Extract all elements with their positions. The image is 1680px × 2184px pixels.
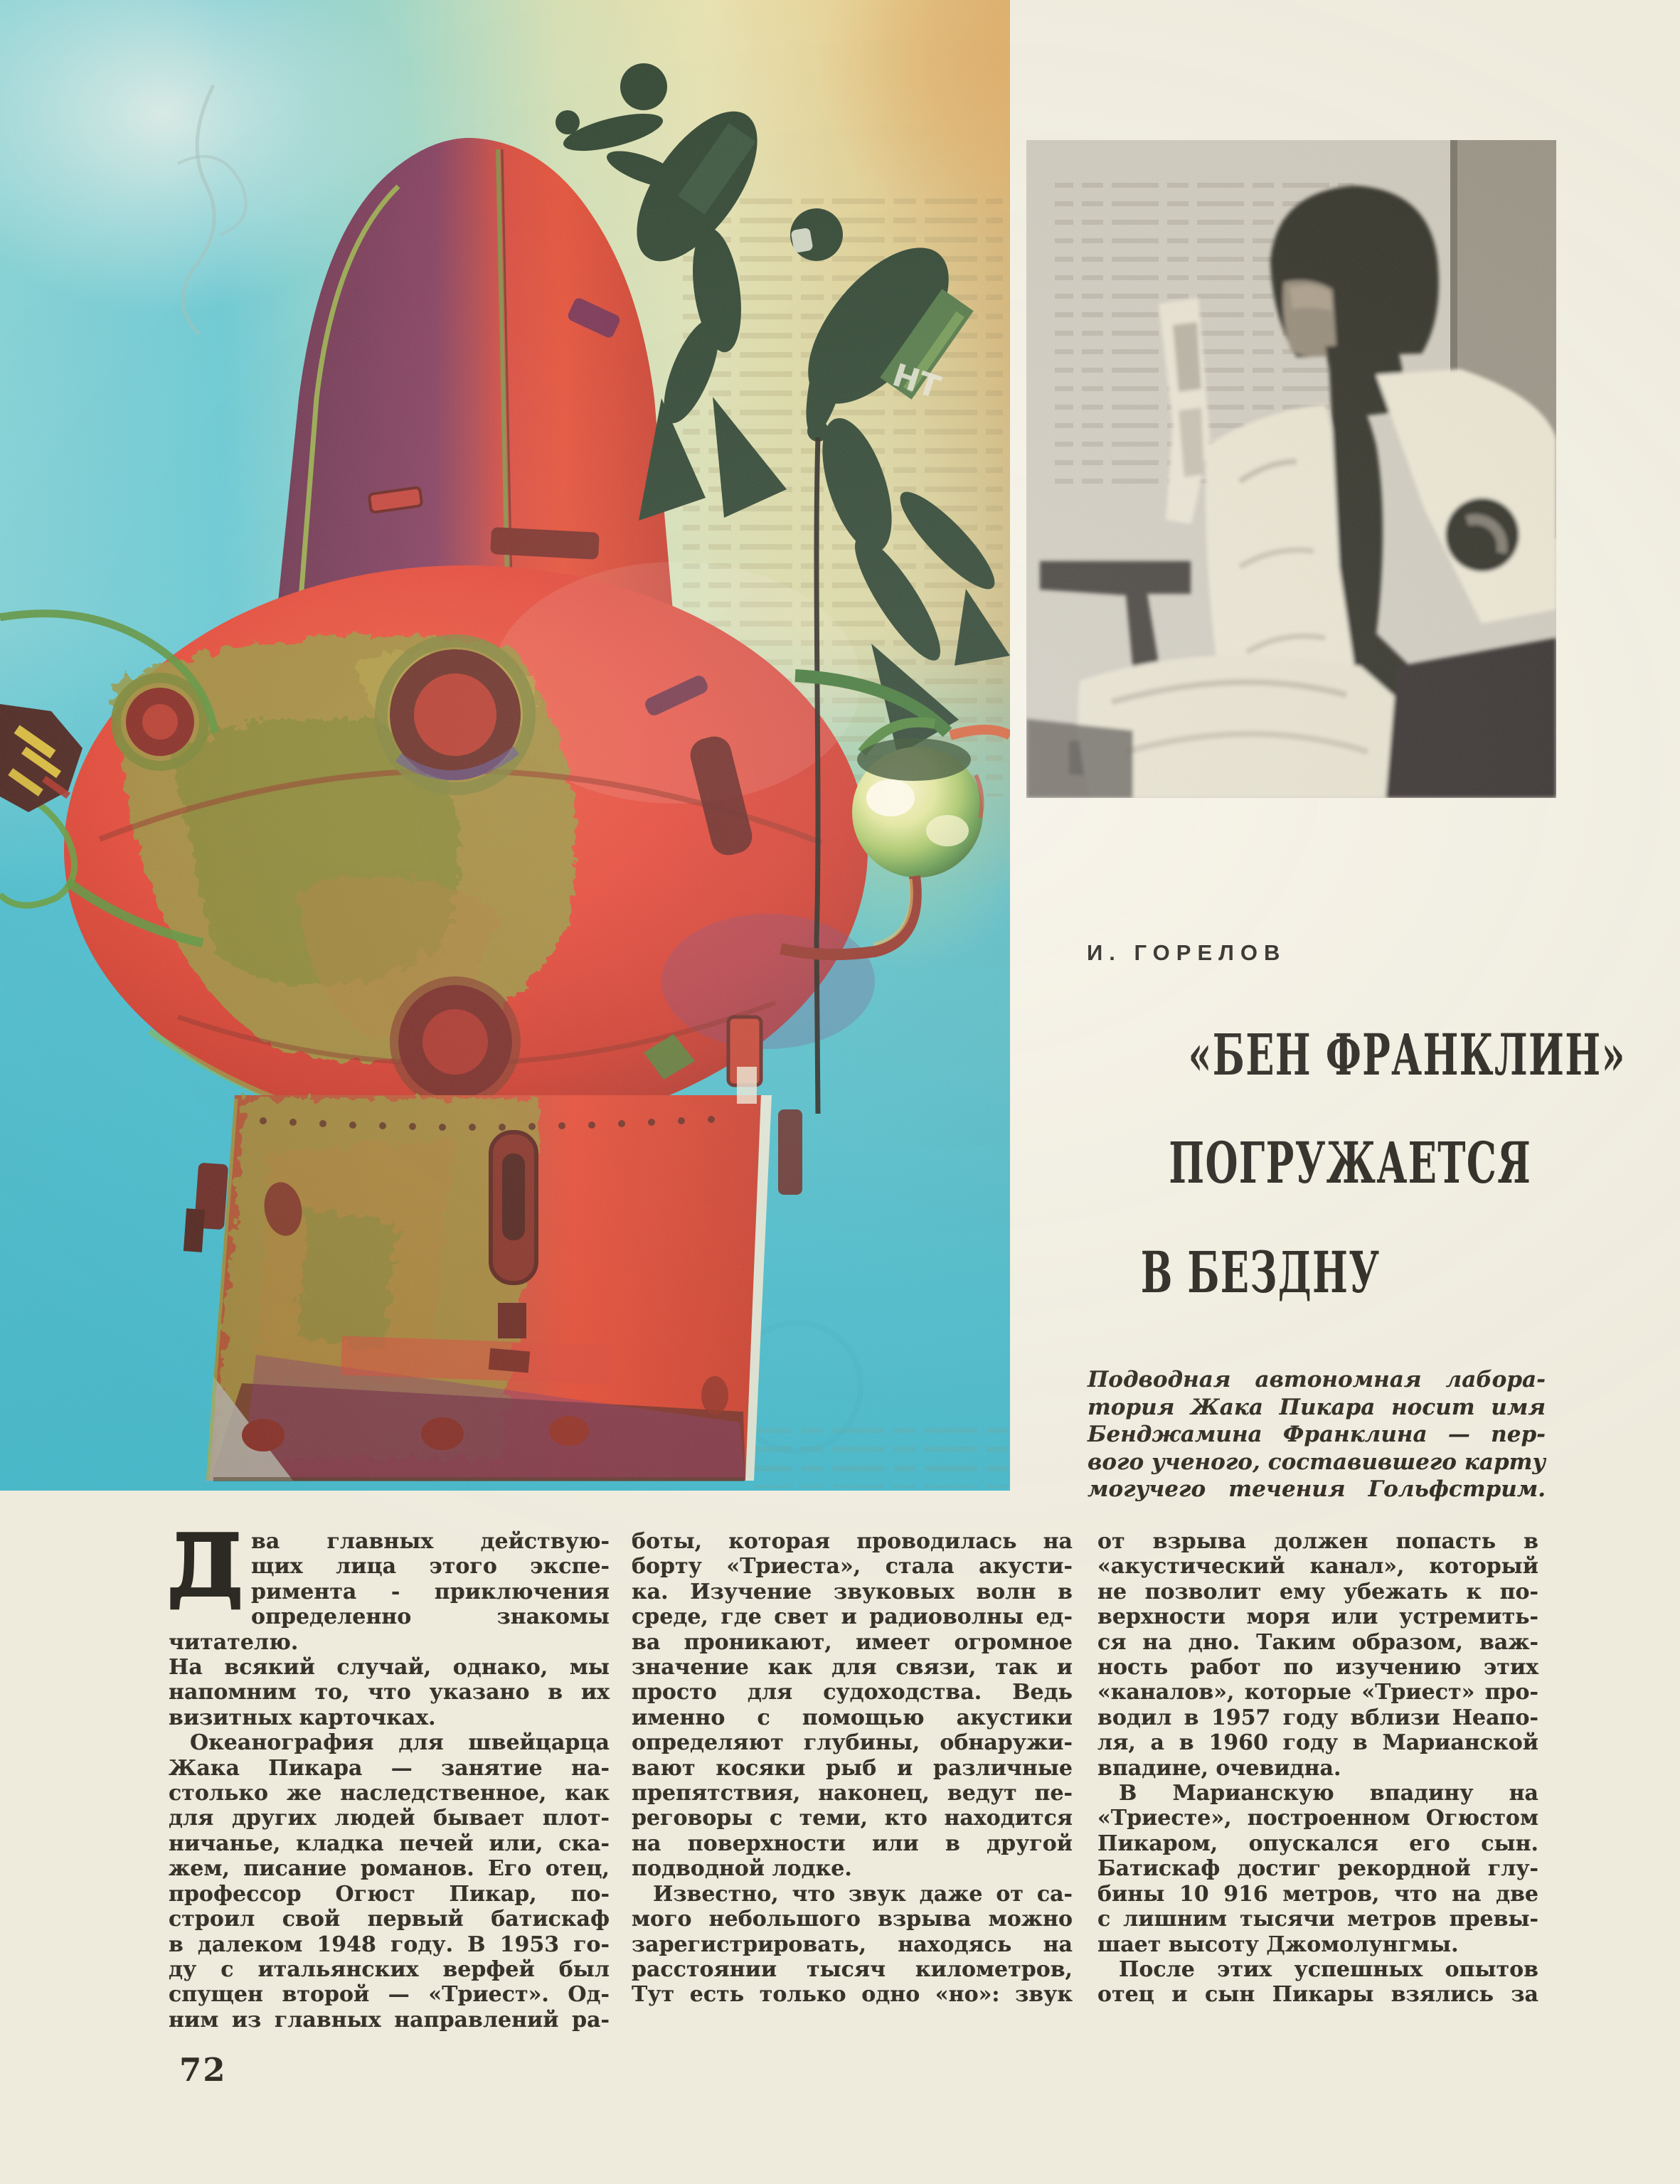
body-line: реговоры с теми, кто находится <box>632 1806 1073 1831</box>
body-line: ва главных действую- <box>251 1529 610 1554</box>
body-line: верхности моря или устремить- <box>1097 1604 1538 1630</box>
body-line: строил свой первый батискаф <box>169 1907 610 1932</box>
body-line: Жака Пикара — занятие на- <box>169 1755 610 1781</box>
body-line: «каналов», которые «Триест» про- <box>1097 1680 1538 1705</box>
body-line: просто для судоходства. Ведь <box>632 1680 1073 1705</box>
body-line: На всякий случай, однако, мы <box>169 1655 610 1680</box>
body-line: щих лица этого экспе- <box>251 1554 610 1580</box>
lede-paragraph <box>1088 1366 1546 1503</box>
body-line: жем, писание романов. Его отец, <box>169 1856 610 1882</box>
body-line: Пикаром, опускался его сын. <box>1097 1831 1538 1856</box>
body-line: препятствия, наконец, ведут пе- <box>632 1781 1073 1806</box>
body-line: визитных карточках. <box>169 1705 436 1730</box>
photo-grain <box>1026 140 1556 798</box>
article-title-line-3: В БЕЗДНУ <box>1140 1239 1381 1306</box>
body-line: ся на дно. Таким образом, важ- <box>1097 1629 1538 1655</box>
body-line: шает высоту Джомолунгмы. <box>1097 1932 1459 1957</box>
lede-line: тория Жака Пикара носит имя <box>1088 1394 1546 1420</box>
body-line: подводной лодке. <box>632 1856 852 1882</box>
body-line: определенно знакомы читателю. <box>169 1604 610 1655</box>
article-title-line-2: ПОГРУЖАЕТСЯ <box>1169 1129 1532 1196</box>
body-line: от взрыва должен попасть в <box>1097 1529 1538 1554</box>
body-line: среде, где свет и радиоволны ед- <box>632 1604 1073 1630</box>
body-line: «Триесте», построенном Огюстом <box>1097 1806 1538 1831</box>
body-line: ность работ по изучению этих <box>1097 1655 1538 1680</box>
body-line: После этих успешных опытов <box>1119 1956 1538 1982</box>
body-line: ва проникают, имеет огромное <box>632 1629 1073 1655</box>
body-line: мого небольшого взрыва можно <box>632 1907 1073 1932</box>
body-line: Известно, что звук даже от са- <box>653 1881 1073 1907</box>
body-line: на поверхности или в другой <box>632 1831 1073 1856</box>
body-line: В Марианскую впадину на <box>1119 1781 1538 1806</box>
body-line: ним из главных направлений ра- <box>169 2007 610 2033</box>
lede-line: вого ученого, составившего карту <box>1088 1449 1546 1475</box>
body-line: для других людей бывает плот- <box>169 1806 610 1831</box>
body-line: бины 10 916 метров, что на две <box>1097 1881 1538 1907</box>
halftone-grain <box>0 0 1010 1491</box>
body-line: вают косяки рыб и различные <box>632 1755 1073 1781</box>
body-line: отец и сын Пикары взялись за <box>1097 1982 1538 2008</box>
lede-line: Подводная автономная лабора- <box>1088 1367 1546 1392</box>
body-line: не позволит ему убежать к по- <box>1097 1579 1538 1604</box>
bathyscaphe-illustration <box>0 0 1010 1491</box>
body-line: ничанье, кладка печей или, ска- <box>169 1831 610 1856</box>
body-line: впадине, очевидна. <box>1097 1755 1341 1781</box>
body-column-3 <box>1097 1529 1538 2008</box>
body-line: борту «Триеста», стала акусти- <box>632 1554 1073 1580</box>
piccard-portrait <box>1026 140 1556 798</box>
body-line: в далеком 1948 году. В 1953 го- <box>169 1932 610 1957</box>
byline: И. ГОРЕЛОВ <box>1087 940 1287 965</box>
body-line: «акустический канал», который <box>1097 1554 1538 1580</box>
body-line: ду с итальянских верфей был <box>169 1956 610 1982</box>
body-line: боты, которая проводилась на <box>632 1529 1073 1554</box>
article-title-line-1: «БЕН ФРАНКЛИН» <box>1188 1021 1626 1088</box>
portrait-photo <box>1026 140 1556 798</box>
drop-cap: Д <box>169 1518 243 1614</box>
body-line: водил в 1957 году вблизи Неапо- <box>1097 1705 1538 1730</box>
body-line: Батискаф достиг рекордной глу- <box>1097 1856 1538 1882</box>
body-line: расстоянии тысяч километров, <box>632 1956 1073 1982</box>
body-column-2 <box>632 1529 1073 2008</box>
body-line: определяют глубины, обнаружи- <box>632 1730 1073 1756</box>
lede-line: Бенджамина Франклина — пер- <box>1088 1422 1546 1448</box>
page-number: 72 <box>179 2051 227 2089</box>
body-line: ка. Изучение звуковых волн в <box>632 1579 1073 1604</box>
lede-line: могучего течения Гольфстрим. <box>1088 1476 1546 1503</box>
body-line: Тут есть только одно «но»: звук <box>632 1982 1073 2008</box>
body-line: значение как для связи, так и <box>632 1655 1073 1680</box>
body-line: столько же наследственное, как <box>169 1781 610 1806</box>
bathyscaphe-scene <box>0 0 1010 1491</box>
body-line: профессор Огюст Пикар, по- <box>169 1881 610 1907</box>
body-line: Океанография для швейцарца <box>190 1730 610 1756</box>
body-line: зарегистрировать, находясь на <box>632 1932 1073 1957</box>
body-column-1 <box>169 1518 610 2033</box>
body-line: ля, а в 1960 году в Марианской <box>1097 1730 1538 1756</box>
body-line: с лишним тысячи метров превы- <box>1097 1907 1538 1932</box>
body-line: римента - приключения <box>251 1579 610 1604</box>
body-line: напомним то, что указано в их <box>169 1680 610 1705</box>
body-line: спущен второй — «Триест». Од- <box>169 1982 610 2008</box>
body-line: именно с помощью акустики <box>632 1705 1073 1730</box>
